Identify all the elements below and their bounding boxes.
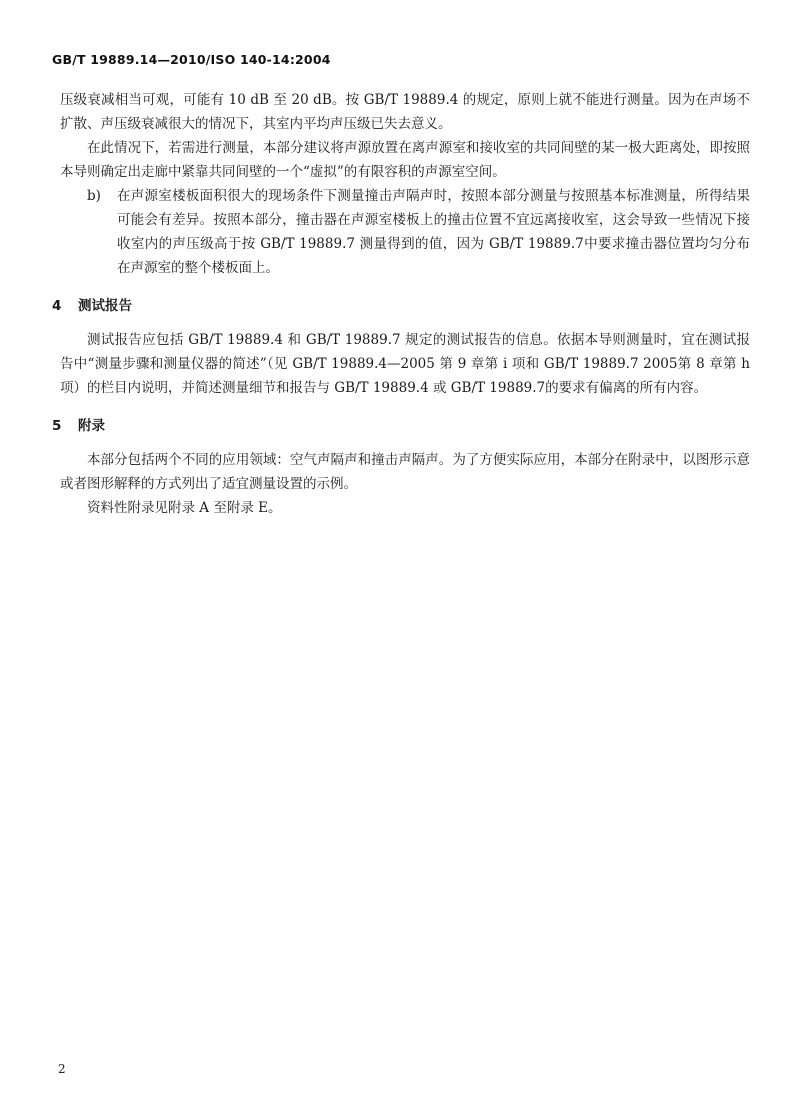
section-4-title: 测试报告 — [78, 298, 132, 314]
paragraph-in-this-case: 在此情况下，若需进行测量，本部分建议将声源放置在离声源室和接收室的共同间壁的某一极大距离处，即按照本导则确定出走廊中紧靠共同间壁的一个“虚拟”的有限容积的声源室空间。 — [60, 140, 750, 180]
document-body — [52, 88, 750, 520]
list-text-b: 在声源室楼板面积很大的现场条件下测量撞击声隔声时，按照本部分测量与按照基本标准测量，所得结果可能会有差异。按照本部分，撞击器在声源室楼板上的撞击位置不宜远离接收室，这会导致一些情况下接收室内的声压级高于按 GB/T 19889.7 测量得到的值，因为 GB/T 19889.7中要求撞击器位置均匀分布在声源室的整个楼板面上。 — [117, 188, 750, 276]
section-5-heading — [52, 414, 742, 438]
section-5-paragraph-1: 本部分包括两个不同的应用领域：空气声隔声和撞击声隔声。为了方便实际应用，本部分在附录中，以图形示意或者图形解释的方式列出了适宜测量设置的示例。 — [60, 452, 750, 492]
continued-paragraph: 压级衰减相当可观，可能有 10 dB 至 20 dB。按 GB/T 19889.4 的规定，原则上就不能进行测量。因为在声场不扩散、声压级衰减很大的情况下，其室内平均声压级已失去意义。 — [60, 92, 750, 132]
section-5-title: 附录 — [78, 418, 105, 434]
page-number: 2 — [58, 1062, 66, 1076]
section-4-number: 4 — [52, 298, 62, 314]
section-4-heading — [52, 294, 742, 318]
section-4-paragraph: 测试报告应包括 GB/T 19889.4 和 GB/T 19889.7 规定的测试报告的信息。依据本导则测量时，宜在测试报告中“测量步骤和测量仪器的简述”（见 GB/T 19889.4—2005 第 9 章第 i 项和 GB/T 19889.7 2005第 8 章第 h 项）的栏目内说明，并简述测量细节和报告与 GB/T 19889.4 或 GB/T 19889.7的要求有偏离的所有内容。 — [60, 332, 750, 396]
section-5-number: 5 — [52, 418, 62, 434]
section-5-paragraph-2: 资料性附录见附录 A 至附录 E。 — [87, 500, 282, 516]
list-label-b: b) — [87, 188, 101, 204]
standard-code-header: GB/T 19889.14—2010/ISO 140-14:2004 — [52, 52, 331, 67]
list-item-b — [60, 184, 750, 280]
